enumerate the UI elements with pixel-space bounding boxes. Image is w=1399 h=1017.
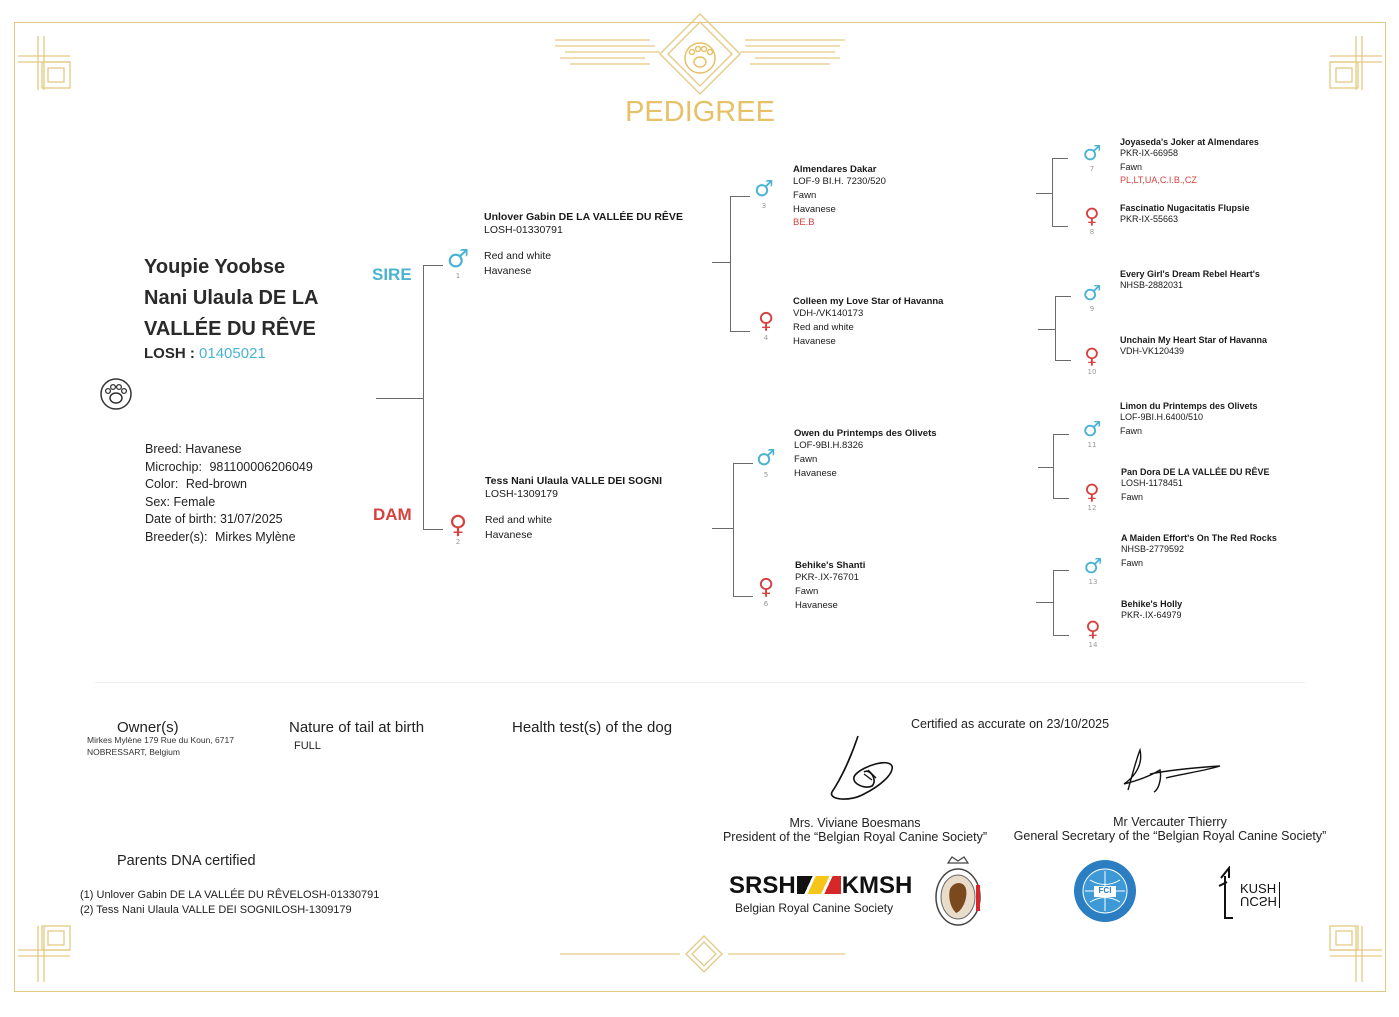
ancestor-reg: NHSB-2882031 bbox=[1120, 280, 1184, 290]
ancestor-number: 3 bbox=[761, 202, 767, 210]
tree-line bbox=[1055, 360, 1071, 361]
kush-ucsh-text bbox=[1240, 882, 1280, 908]
ancestor-title: BE.B bbox=[793, 217, 815, 229]
ancestor-reg: PKR-IX-66958 bbox=[1120, 148, 1179, 158]
owner-info bbox=[87, 734, 234, 758]
tree-line bbox=[1053, 434, 1054, 498]
microchip-value: 981100006206049 bbox=[209, 459, 313, 474]
tree-line bbox=[1055, 296, 1056, 360]
losh-registration bbox=[144, 345, 266, 362]
ancestor-color: Fawn bbox=[1120, 161, 1143, 172]
female-icon: ♀ bbox=[1084, 344, 1100, 368]
ancestor-reg: LOF-9 BI.H. 7230/520 bbox=[793, 176, 886, 187]
tree-line bbox=[712, 528, 733, 529]
tree-line bbox=[1053, 570, 1069, 571]
dam-label: DAM bbox=[373, 505, 412, 524]
ancestor-number: 14 bbox=[1088, 641, 1098, 649]
ancestor-reg: PKR-.IX-64979 bbox=[1121, 610, 1182, 620]
female-icon: ♀ bbox=[1084, 204, 1100, 228]
sire-symbol bbox=[443, 246, 473, 280]
ancestor-name: Joyaseda's Joker at Almendares bbox=[1120, 137, 1259, 147]
ancestor-number: 12 bbox=[1087, 504, 1097, 512]
female-icon: ♀ bbox=[1084, 480, 1100, 504]
g3-symbol bbox=[1079, 345, 1105, 376]
g2-ancestor bbox=[795, 560, 865, 612]
ancestor-name: Pan Dora DE LA VALLÉE DU RÊVE bbox=[1121, 467, 1270, 477]
g3-symbol bbox=[1080, 618, 1106, 649]
female-icon: ♀ bbox=[1085, 617, 1101, 641]
ancestor-number: 11 bbox=[1087, 441, 1097, 449]
ancestor-number: 8 bbox=[1089, 228, 1095, 236]
sire-reg: LOSH-01330791 bbox=[484, 224, 563, 236]
g2-ancestor bbox=[793, 164, 886, 230]
g3-symbol bbox=[1079, 282, 1105, 313]
ancestor-name: Unchain My Heart Star of Havanna bbox=[1120, 335, 1268, 345]
tree-line bbox=[1055, 296, 1071, 297]
g2-ancestor bbox=[794, 428, 937, 480]
sire-label: SIRE bbox=[372, 265, 412, 284]
tree-line bbox=[423, 265, 424, 530]
dam-info bbox=[485, 475, 662, 544]
fci-text: FCI bbox=[1098, 886, 1112, 895]
ancestor-number: 13 bbox=[1088, 578, 1098, 586]
dob-value: Date of birth: 31/07/2025 bbox=[145, 512, 283, 526]
female-icon: ♀ bbox=[448, 510, 468, 539]
certified-prefix: Certified as accurate on bbox=[911, 717, 1044, 731]
ancestor-breed: Havanese bbox=[795, 599, 838, 611]
ancestor-reg: VDH-/VK140173 bbox=[793, 308, 864, 319]
signature-president bbox=[820, 730, 910, 805]
tree-line bbox=[733, 463, 734, 596]
g3-ancestor bbox=[1120, 401, 1258, 438]
color-value: Red-brown bbox=[185, 477, 247, 491]
ancestor-reg: LOF-9BI.H.6400/510 bbox=[1120, 412, 1204, 422]
ancestor-color: Fawn bbox=[1120, 425, 1143, 436]
breeder-value: Mirkes Mylène bbox=[215, 529, 296, 544]
ancestor-number: 5 bbox=[763, 471, 769, 479]
ancestor-number: 9 bbox=[1089, 305, 1095, 313]
tree-line bbox=[1038, 329, 1055, 330]
tree-line bbox=[423, 265, 443, 266]
dog-name-line: Youpie Yoobse bbox=[144, 256, 286, 278]
secretary-name: Mr Vercauter Thierry bbox=[1113, 815, 1227, 829]
breeder-row bbox=[145, 529, 313, 547]
male-icon: ♂ bbox=[1082, 141, 1102, 165]
paw-icon bbox=[99, 377, 133, 411]
separator bbox=[95, 682, 1305, 683]
dam-name: Tess Nani Ulaula VALLE DEI SOGNI bbox=[485, 475, 662, 487]
ancestor-reg: NHSB-2779592 bbox=[1121, 544, 1185, 554]
g3-symbol bbox=[1079, 142, 1105, 173]
ancestor-name: Fascinatio Nugacitatis Flupsie bbox=[1120, 203, 1250, 213]
owner-label: Owner(s) bbox=[117, 719, 179, 736]
g3-ancestor bbox=[1120, 335, 1267, 359]
dog-details bbox=[145, 441, 313, 546]
ancestor-title: PL,LT,UA,C.I.B.,CZ bbox=[1120, 175, 1197, 185]
tree-line bbox=[1052, 158, 1053, 226]
g3-ancestor bbox=[1121, 467, 1270, 504]
ancestor-breed: Havanese bbox=[793, 335, 836, 347]
tree-line bbox=[1038, 467, 1053, 468]
g3-symbol bbox=[1080, 555, 1106, 586]
signature-secretary bbox=[1110, 740, 1230, 800]
ancestor-number: 7 bbox=[1089, 165, 1095, 173]
tree-line bbox=[733, 596, 753, 597]
tree-line bbox=[1053, 498, 1069, 499]
tree-line bbox=[376, 398, 423, 399]
ancestor-color: Fawn bbox=[1121, 491, 1144, 502]
tree-line bbox=[730, 196, 731, 331]
ancestor-name: Colleen my Love Star of Havanna bbox=[793, 296, 944, 307]
g2-symbol bbox=[752, 576, 780, 608]
dna-list bbox=[80, 888, 379, 918]
breeder-label: Breeder(s): bbox=[145, 529, 208, 544]
secretary-block bbox=[1002, 815, 1338, 843]
kush-text: KUSH bbox=[1240, 881, 1277, 896]
president-name: Mrs. Viviane Boesmans bbox=[789, 816, 921, 830]
ancestor-name: Every Girl's Dream Rebel Heart's bbox=[1120, 269, 1260, 279]
tree-line bbox=[733, 463, 753, 464]
ancestor-reg: VDH-VK120439 bbox=[1120, 346, 1185, 356]
dog-name bbox=[144, 252, 384, 345]
tree-line bbox=[1053, 635, 1069, 636]
ancestor-number: 10 bbox=[1087, 368, 1097, 376]
tree-line bbox=[730, 196, 750, 197]
g3-symbol bbox=[1079, 418, 1105, 449]
sire-info bbox=[484, 211, 683, 280]
male-icon: ♂ bbox=[446, 244, 470, 273]
ancestor-name: Behike's Holly bbox=[1121, 599, 1183, 609]
tail-value: FULL bbox=[294, 740, 321, 752]
ancestor-reg: PKR-.IX-76701 bbox=[795, 572, 859, 583]
ancestor-color: Fawn bbox=[794, 453, 818, 465]
ancestor-number: 2 bbox=[455, 538, 461, 546]
tree-line bbox=[1052, 226, 1068, 227]
g2-symbol bbox=[752, 447, 780, 479]
microchip-row bbox=[145, 459, 313, 477]
owner-line: NOBRESSART, Belgium bbox=[87, 747, 180, 757]
ancestor-name: Behike's Shanti bbox=[795, 560, 866, 571]
g3-symbol bbox=[1079, 205, 1105, 236]
g3-ancestor bbox=[1120, 269, 1260, 293]
ancestor-number: 6 bbox=[763, 600, 769, 608]
dog-name-line: VALLÉE DU RÊVE bbox=[144, 318, 316, 340]
male-icon: ♂ bbox=[1082, 281, 1102, 305]
g2-symbol bbox=[752, 310, 780, 342]
president-title: President of the “Belgian Royal Canine Society” bbox=[722, 830, 988, 844]
g2-ancestor bbox=[793, 296, 943, 348]
dna-item: (2) Tess Nani Ulaula VALLE DEI SOGNILOSH-1309179 bbox=[80, 904, 352, 916]
g3-ancestor bbox=[1120, 203, 1250, 227]
ancestor-color: Fawn bbox=[795, 585, 819, 597]
certified-date: 23/10/2025 bbox=[1046, 717, 1110, 731]
srsh-text: SRSH bbox=[729, 872, 796, 899]
ancestor-name: Limon du Printemps des Olivets bbox=[1120, 401, 1258, 411]
tree-line bbox=[712, 262, 730, 263]
tree-line bbox=[1036, 602, 1053, 603]
ucsh-text: UCSH bbox=[1240, 894, 1277, 909]
kmsh-text: KMSH bbox=[841, 872, 913, 899]
g3-ancestor bbox=[1120, 137, 1259, 188]
male-icon: ♂ bbox=[1083, 554, 1103, 578]
srsh-logo bbox=[729, 872, 912, 900]
certified-line bbox=[911, 717, 1109, 731]
page-title: PEDIGREE bbox=[625, 96, 775, 128]
ancestor-number: 1 bbox=[455, 272, 461, 280]
royal-seal-icon bbox=[932, 855, 984, 929]
ancestor-name: A Maiden Effort's On The Red Rocks bbox=[1121, 533, 1277, 543]
dam-breed: Havanese bbox=[485, 529, 533, 541]
breed-value: Breed: Havanese bbox=[145, 442, 242, 456]
ancestor-reg: LOSH-1178451 bbox=[1121, 478, 1183, 488]
color-row bbox=[145, 476, 313, 494]
dog-name-line: Nani Ulaula DE LA bbox=[144, 287, 319, 309]
g2-symbol bbox=[750, 178, 778, 210]
tail-label: Nature of tail at birth bbox=[289, 719, 425, 736]
dam-reg: LOSH-1309179 bbox=[485, 488, 558, 500]
tree-line bbox=[1053, 570, 1054, 635]
dam-color: Red and white bbox=[485, 513, 553, 526]
g3-ancestor bbox=[1121, 599, 1182, 623]
male-icon: ♂ bbox=[756, 446, 776, 471]
ancestor-reg: PKR-IX-55663 bbox=[1120, 214, 1179, 224]
ancestor-name: Almendares Dakar bbox=[793, 164, 877, 175]
ancestor-breed: Havanese bbox=[794, 467, 837, 479]
owner-line: Mirkes Mylène 179 Rue du Koun, 6717 bbox=[87, 735, 234, 745]
dna-item: (1) Unlover Gabin DE LA VALLÉE DU RÊVELOSH-01330791 bbox=[80, 889, 380, 901]
male-icon: ♂ bbox=[1082, 417, 1102, 441]
losh-number: 01405021 bbox=[199, 345, 266, 362]
g3-symbol bbox=[1079, 481, 1105, 512]
belgian-flag-icon bbox=[797, 876, 841, 894]
ancestor-color: Fawn bbox=[793, 189, 817, 201]
ancestor-color: Fawn bbox=[1121, 557, 1144, 568]
female-icon: ♀ bbox=[757, 575, 775, 600]
dam-symbol bbox=[443, 512, 473, 546]
losh-label: LOSH : bbox=[144, 345, 195, 362]
male-icon: ♂ bbox=[754, 177, 774, 202]
dna-label: Parents DNA certified bbox=[117, 853, 256, 869]
g3-ancestor bbox=[1121, 533, 1277, 570]
president-block bbox=[700, 816, 1010, 844]
tree-line bbox=[1052, 158, 1068, 159]
tree-line bbox=[730, 331, 750, 332]
female-icon: ♀ bbox=[757, 309, 775, 334]
ancestor-color: Red and white bbox=[793, 321, 854, 333]
ancestor-name: Owen du Printemps des Olivets bbox=[794, 428, 937, 439]
ancestor-number: 4 bbox=[763, 334, 769, 342]
sire-breed: Havanese bbox=[484, 265, 532, 277]
sire-name: Unlover Gabin DE LA VALLÉE DU RÊVE bbox=[484, 211, 683, 223]
tree-line bbox=[423, 529, 443, 530]
color-label: Color: bbox=[145, 477, 179, 491]
sire-color: Red and white bbox=[484, 249, 552, 262]
sex-value: Sex: Female bbox=[145, 494, 216, 509]
health-label: Health test(s) of the dog bbox=[512, 719, 673, 736]
srsh-subtitle: Belgian Royal Canine Society bbox=[735, 901, 894, 915]
tree-line bbox=[1036, 193, 1052, 194]
microchip-label: Microchip: bbox=[145, 459, 202, 474]
tree-line bbox=[1053, 434, 1069, 435]
ancestor-reg: LOF-9BI.H.8326 bbox=[794, 440, 864, 451]
secretary-title: General Secretary of the “Belgian Royal Canine Society” bbox=[1013, 829, 1327, 843]
ancestor-breed: Havanese bbox=[793, 203, 836, 215]
